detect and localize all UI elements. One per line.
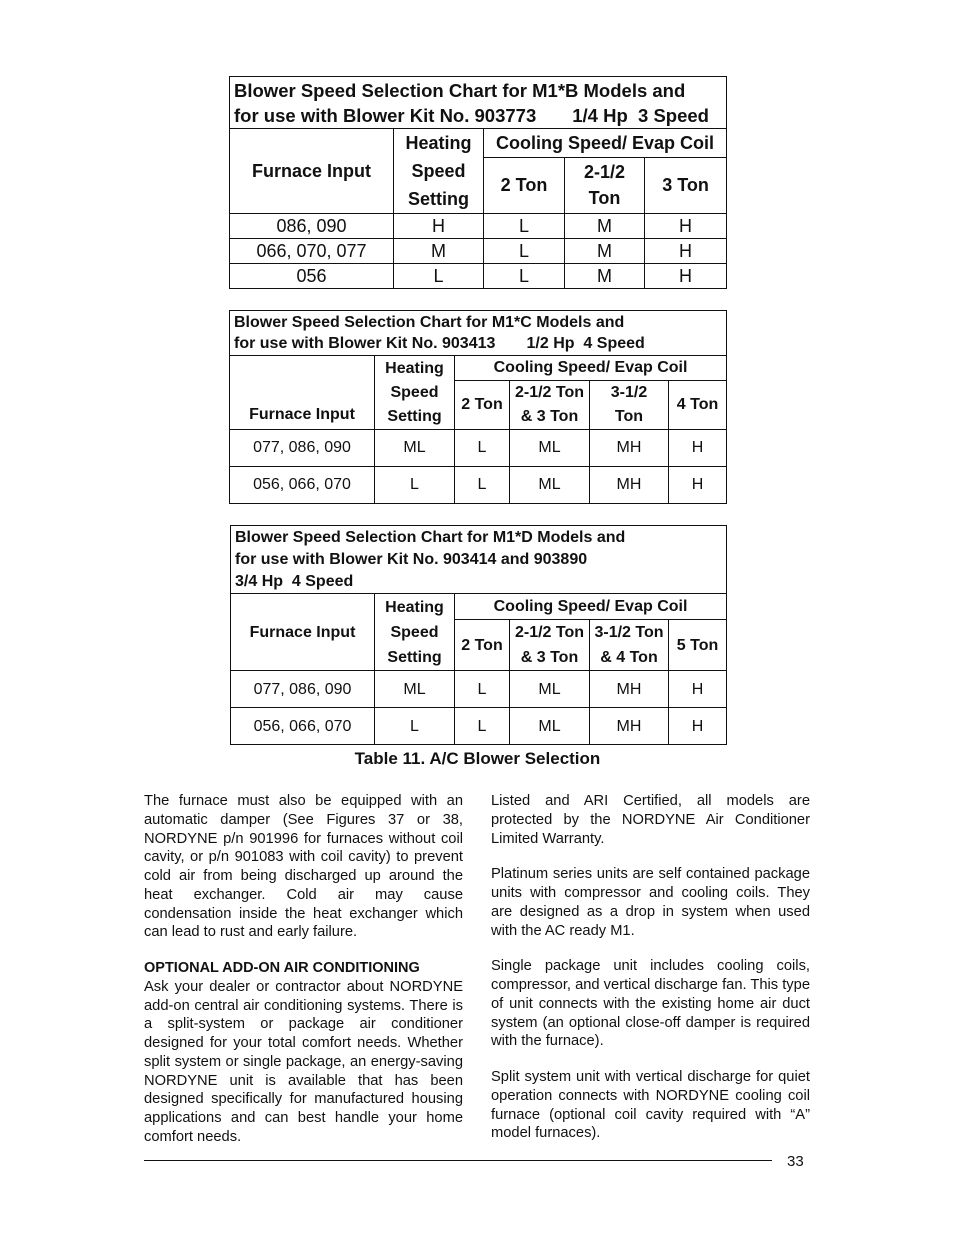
table-cell: M — [394, 239, 484, 264]
table-cell: M — [565, 239, 645, 264]
table-row — [231, 708, 727, 745]
table-cell: MH — [590, 430, 669, 467]
table-cell: L — [484, 239, 565, 264]
table-cell: 077, 086, 090 — [230, 430, 375, 467]
header-line: 2-1/2 Ton — [514, 624, 585, 641]
ton-header — [510, 620, 590, 671]
table-cell: H — [669, 430, 727, 467]
footer-rule — [144, 1160, 772, 1161]
table-cell: L — [394, 264, 484, 289]
blower-chart-m1c — [229, 310, 727, 504]
table-cell: H — [394, 214, 484, 239]
section-heading: OPTIONAL ADD-ON AIR CONDITIONING — [144, 960, 420, 976]
table-cell: H — [669, 708, 727, 745]
table-cell: H — [645, 214, 727, 239]
left-text-column — [144, 792, 463, 1164]
blower-chart-m1d — [230, 525, 727, 745]
table-cell: 077, 086, 090 — [231, 671, 375, 708]
ton-header: 5 Ton — [669, 620, 727, 671]
ton-header: 2 Ton — [484, 157, 565, 213]
table-row — [230, 239, 727, 264]
table-cell: 056 — [230, 264, 394, 289]
table-cell: H — [669, 467, 727, 504]
heating-speed-header — [394, 129, 484, 214]
header-line: Setting — [408, 189, 469, 209]
table-cell: L — [455, 671, 510, 708]
table-cell: L — [375, 708, 455, 745]
header-line: & 3 Ton — [520, 408, 579, 425]
table-cell: 086, 090 — [230, 214, 394, 239]
table-cell: ML — [510, 467, 590, 504]
chart-title-line: for use with Blower Kit No. 903773 1/4 Hp 3 Speed — [234, 105, 709, 126]
chart-title-line: Blower Speed Selection Chart for M1*B Models and — [234, 80, 686, 101]
right-text-column — [491, 792, 810, 1160]
table-cell: H — [669, 671, 727, 708]
chart-title-line: Blower Speed Selection Chart for M1*D Models and — [235, 529, 626, 546]
heating-speed-header — [375, 356, 455, 430]
table-cell: ML — [510, 708, 590, 745]
table-row — [230, 430, 727, 467]
chart-title — [230, 311, 727, 356]
ton-header: 3 Ton — [645, 157, 727, 213]
table-caption: Table 11. A/C Blower Selection — [354, 749, 601, 768]
paragraph: Ask your dealer or contractor about NORDYNE add-on central air conditioning systems. There is a split-system or package air conditioner designed for your total comfort needs. Whether split system or single package, an energy-saving NORDYNE unit is available that has been designed specifically for manufactured housing applications and can best handle your home comfort needs. — [144, 978, 463, 1145]
blower-chart-m1b — [229, 76, 727, 289]
header-line: Heating — [405, 133, 472, 153]
chart-title-line: for use with Blower Kit No. 903414 and 903890 — [235, 551, 588, 568]
cooling-speed-header: Cooling Speed/ Evap Coil — [484, 129, 727, 158]
ton-header: 4 Ton — [669, 381, 727, 430]
table-cell: ML — [375, 430, 455, 467]
table-cell: 056, 066, 070 — [230, 467, 375, 504]
header-line: Speed — [390, 383, 439, 401]
table-cell: 066, 070, 077 — [230, 239, 394, 264]
header-line: 2-1/2 Ton — [514, 384, 585, 401]
table-cell: MH — [590, 467, 669, 504]
ton-header: 2 Ton — [455, 381, 510, 430]
header-line: Speed — [390, 623, 439, 641]
paragraph: Listed and ARI Certified, all models are protected by the NORDYNE Air Conditioner Limited Warranty. — [491, 793, 810, 847]
header-line: Ton — [614, 408, 644, 425]
table-cell: L — [484, 264, 565, 289]
chart-title — [231, 526, 727, 594]
header-line: Heating — [385, 598, 444, 616]
table-row — [230, 214, 727, 239]
header-line: 3-1/2 Ton — [594, 624, 664, 641]
chart-title — [230, 77, 727, 129]
chart-title-line: 3/4 Hp 4 Speed — [235, 573, 354, 590]
ton-header — [565, 157, 645, 213]
table-cell: ML — [375, 671, 455, 708]
table-cell: ML — [510, 430, 590, 467]
header-line: Ton — [588, 188, 621, 209]
header-line: Setting — [387, 407, 442, 425]
table-row — [230, 467, 727, 504]
furnace-input-header: Furnace Input — [231, 594, 375, 671]
table-cell: L — [455, 430, 510, 467]
table-cell: MH — [590, 671, 669, 708]
paragraph: Platinum series units are self contained package units with compressor and cooling coils. They are designed as a drop in system when used with the AC ready M1. — [491, 866, 810, 939]
paragraph: Single package unit includes cooling coils, compressor, and vertical discharge fan. This type of unit connects with the existing home air duct system (an optional close-off damper is required with the furnace). — [491, 958, 810, 1050]
table-cell: MH — [590, 708, 669, 745]
table-row — [230, 264, 727, 289]
ton-header — [510, 381, 590, 430]
header-line: & 4 Ton — [600, 649, 658, 666]
table-cell: H — [645, 239, 727, 264]
page-number: 33 — [787, 1153, 804, 1170]
chart-title-line: Blower Speed Selection Chart for M1*C Models and — [234, 314, 625, 331]
header-line: Heating — [385, 359, 444, 377]
paragraph: The furnace must also be equipped with an automatic damper (See Figures 37 or 38, NORDYNE p/n 901996 for furnaces without coil cavity, or p/n 901083 with coil cavity) to prevent cold air from being discharged up around the heat exchanger. Cold air may cause condensation inside the heat exchanger which can lead to rust and early failure. — [144, 793, 463, 941]
header-line: & 3 Ton — [520, 649, 579, 666]
furnace-input-header: Furnace Input — [230, 129, 394, 214]
ton-header: 2 Ton — [455, 620, 510, 671]
furnace-input-header: Furnace Input — [230, 356, 375, 430]
table-cell: M — [565, 264, 645, 289]
table-cell: H — [645, 264, 727, 289]
header-line: Speed — [411, 161, 466, 181]
header-line: 3-1/2 — [610, 384, 648, 401]
heating-speed-header — [375, 594, 455, 671]
header-line: 2-1/2 — [583, 162, 626, 183]
ton-header — [590, 620, 669, 671]
table-cell: L — [375, 467, 455, 504]
chart-title-line: for use with Blower Kit No. 903413 1/2 Hp 4 Speed — [234, 335, 645, 352]
table-cell: L — [455, 708, 510, 745]
cooling-speed-header: Cooling Speed/ Evap Coil — [455, 594, 727, 620]
table-cell: 056, 066, 070 — [231, 708, 375, 745]
table-cell: M — [565, 214, 645, 239]
table-row — [231, 671, 727, 708]
table-cell: ML — [510, 671, 590, 708]
ton-header — [590, 381, 669, 430]
table-cell: L — [455, 467, 510, 504]
cooling-speed-header: Cooling Speed/ Evap Coil — [455, 356, 727, 381]
header-line: Setting — [387, 648, 442, 666]
paragraph: Split system unit with vertical discharge for quiet operation connects with NORDYNE cooling coil furnace (optional coil cavity required with “A” model furnaces). — [491, 1069, 810, 1142]
table-cell: L — [484, 214, 565, 239]
